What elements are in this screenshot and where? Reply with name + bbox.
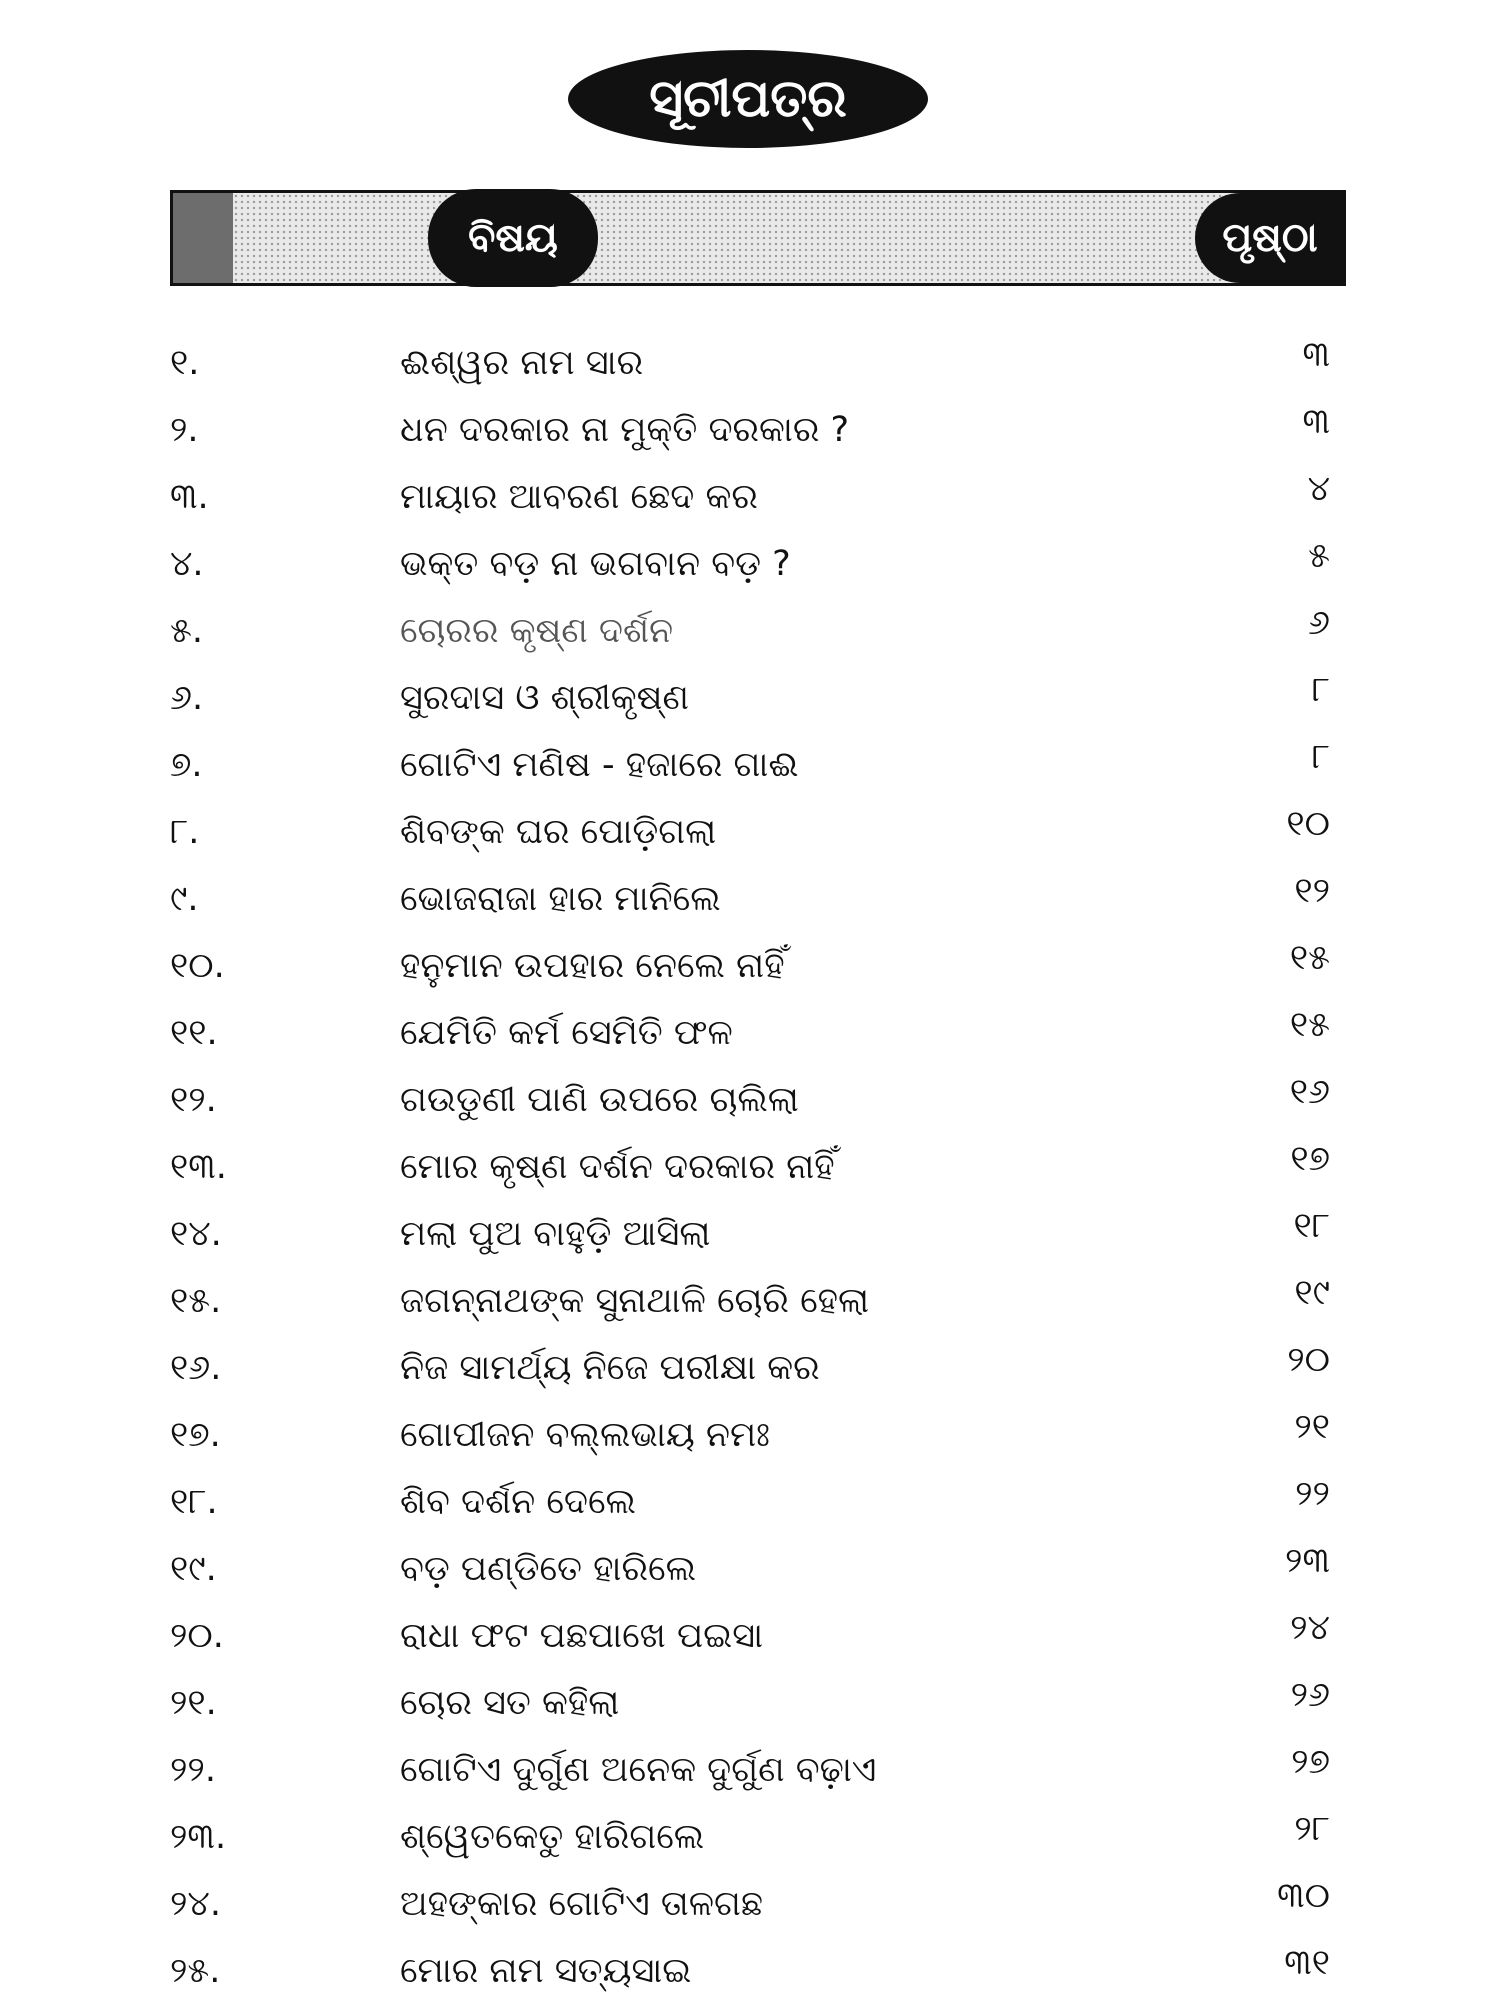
toc-entry-title: ମୋର କୃଷ୍ଣ ଦର୍ଶନ ଦରକାର ନାହିଁ — [400, 1147, 835, 1187]
toc-entry-page: ୨୨ — [1295, 1474, 1330, 1514]
toc-entry-title: ମୋର ନାମ ସତ୍ୟସାଇ — [400, 1951, 692, 1991]
toc-entry-title: ବଡ଼ ପଣ୍ଡିତେ ହାରିଲେ — [400, 1549, 697, 1589]
toc-entry — [170, 1737, 1350, 1804]
toc-entry-page: ୧୫ — [1289, 1005, 1330, 1045]
toc-entry-title: ସୁରଦାସ ଓ ଶ୍ରୀକୃଷ୍ଣ — [400, 678, 689, 718]
toc-entry-title: ଧନ ଦରକାର ନା ମୁକ୍ତି ଦରକାର ? — [400, 410, 850, 450]
table-of-contents — [170, 330, 1350, 2005]
toc-entry-title: ଗଉଡୁଣୀ ପାଣି ଉପରେ ଚାଲିଲା — [400, 1080, 799, 1120]
toc-entry-number: ୨୩. — [170, 1817, 227, 1857]
toc-entry-number: ୧୯. — [170, 1549, 217, 1589]
toc-entry — [170, 1603, 1350, 1670]
toc-entry — [170, 1201, 1350, 1268]
toc-entry-page: ୨୪ — [1290, 1608, 1330, 1648]
toc-entry-title: ଜଗନ୍ନାଥଙ୍କ ସୁନାଥାଳି ଚୋରି ହେଲା — [400, 1281, 870, 1321]
toc-entry — [170, 1536, 1350, 1603]
column-header-bar — [170, 190, 1346, 286]
page-title: ସୂଚୀପତ୍ର — [568, 50, 928, 148]
toc-entry-title: ଗୋପୀଜନ ବଲ୍ଲଭାୟ ନମଃ — [400, 1415, 770, 1455]
toc-entry — [170, 330, 1350, 397]
toc-entry-page: ୨୭ — [1291, 1742, 1330, 1782]
toc-entry-number: ୨୪. — [170, 1884, 221, 1924]
toc-entry-number: ୩. — [170, 477, 209, 517]
toc-entry — [170, 464, 1350, 531]
toc-entry-number: ୫. — [170, 611, 203, 651]
toc-entry-title: ଭୋଜରାଜା ହାର ମାନିଲେ — [400, 879, 721, 919]
toc-entry-page: ୩ — [1302, 335, 1330, 375]
toc-entry-title: ଶିବଙ୍କ ଘର ପୋଡ଼ିଗଲା — [400, 812, 717, 852]
toc-entry-title: ଶିବ ଦର୍ଶନ ଦେଲେ — [400, 1482, 636, 1522]
toc-entry-number: ୧୨. — [170, 1080, 217, 1120]
toc-entry-title: ଅହଙ୍କାର ଗୋଟିଏ ତାଳଗଛ — [400, 1884, 764, 1924]
toc-entry — [170, 1938, 1350, 2005]
toc-entry — [170, 665, 1350, 732]
toc-entry-title: ଯେମିତି କର୍ମ ସେମିତି ଫଳ — [400, 1013, 733, 1053]
toc-entry-number: ୨୫. — [170, 1951, 221, 1991]
toc-entry-page: ୨୧ — [1294, 1407, 1330, 1447]
toc-entry-page: ୩୧ — [1284, 1943, 1330, 1983]
toc-entry-title: ଗୋଟିଏ ମଣିଷ - ହଜାରେ ଗାଈ — [400, 745, 799, 785]
toc-entry-page: ୧୨ — [1294, 871, 1330, 911]
toc-entry — [170, 799, 1350, 866]
toc-entry — [170, 1670, 1350, 1737]
toc-entry — [170, 933, 1350, 1000]
toc-entry — [170, 598, 1350, 665]
toc-entry-page: ୮ — [1311, 737, 1330, 777]
toc-entry — [170, 1871, 1350, 1938]
toc-entry-number: ୨. — [170, 410, 199, 450]
toc-entry-number: ୪. — [170, 544, 204, 584]
toc-entry-page: ୧୭ — [1290, 1139, 1330, 1179]
toc-entry-number: ୧୮. — [170, 1482, 218, 1522]
toc-entry-number: ୧୭. — [170, 1415, 221, 1455]
toc-entry-page: ୮ — [1311, 670, 1330, 710]
toc-entry — [170, 1000, 1350, 1067]
toc-entry — [170, 397, 1350, 464]
toc-entry-title: ହନୁମାନ ଉପହାର ନେଲେ ନାହିଁ — [400, 946, 785, 986]
toc-entry-page: ୨୩ — [1285, 1541, 1330, 1581]
toc-entry — [170, 1335, 1350, 1402]
toc-entry-number: ୧୫. — [170, 1281, 222, 1321]
toc-entry-page: ୧୮ — [1293, 1206, 1330, 1246]
subject-column-label: ବିଷୟ — [428, 189, 598, 287]
toc-entry-title: ଭକ୍ତ ବଡ଼ ନା ଭଗବାନ ବଡ଼ ? — [400, 544, 791, 584]
toc-entry-number: ୨୨. — [170, 1750, 216, 1790]
toc-entry-number: ୧୬. — [170, 1348, 222, 1388]
toc-entry-number: ୬. — [170, 678, 204, 718]
toc-entry — [170, 732, 1350, 799]
toc-entry-number: ୨୧. — [170, 1683, 217, 1723]
toc-entry-number: ୮. — [170, 812, 200, 852]
toc-entry-title: ମଲା ପୁଅ ବାହୁଡ଼ି ଆସିଲା — [400, 1214, 711, 1254]
toc-entry-number: ୧୦. — [170, 946, 225, 986]
toc-entry — [170, 1804, 1350, 1871]
toc-entry-number: ୧୧. — [170, 1013, 218, 1053]
toc-entry-title: ଚୋର ସତ କହିଲା — [400, 1683, 620, 1723]
toc-entry-page: ୧୬ — [1289, 1072, 1330, 1112]
toc-entry-title: ମାୟାର ଆବରଣ ଛେଦ କର — [400, 477, 758, 517]
toc-entry-number: ୨୦. — [170, 1616, 224, 1656]
toc-entry-page: ୨୮ — [1294, 1809, 1330, 1849]
toc-entry-title: ଚୋରର କୃଷ୍ଣ ଦର୍ଶନ — [400, 611, 674, 651]
header-shade — [173, 193, 233, 283]
toc-entry-number: ୧୪. — [170, 1214, 222, 1254]
toc-entry-title: ରାଧା ଫଟ ପଛପାଖେ ପଇସା — [400, 1616, 764, 1656]
toc-entry — [170, 1268, 1350, 1335]
page-column-label: ପୃଷ୍ଠା — [1195, 193, 1345, 283]
toc-entry-page: ୨୦ — [1287, 1340, 1330, 1380]
toc-entry — [170, 866, 1350, 933]
toc-entry-title: ଈଶ୍ୱର ନାମ ସାର — [400, 343, 644, 383]
toc-entry-page: ୩ — [1302, 402, 1330, 442]
toc-entry-page: ୧୦ — [1286, 804, 1330, 844]
toc-entry — [170, 1469, 1350, 1536]
toc-entry — [170, 1134, 1350, 1201]
toc-entry — [170, 1067, 1350, 1134]
toc-entry — [170, 1402, 1350, 1469]
toc-entry-page: ୧୫ — [1289, 938, 1330, 978]
toc-entry-title: ଶ୍ୱେତକେତୁ ହାରିଗଲେ — [400, 1817, 705, 1857]
toc-entry-number: ୧. — [170, 343, 200, 383]
toc-entry-page: ୫ — [1308, 536, 1330, 576]
toc-entry-page: ୬ — [1308, 603, 1330, 643]
toc-entry — [170, 531, 1350, 598]
toc-entry-number: ୧୩. — [170, 1147, 227, 1187]
toc-entry-page: ୩୦ — [1277, 1876, 1330, 1916]
toc-entry-page: ୪ — [1307, 469, 1330, 509]
toc-entry-page: ୨୬ — [1290, 1675, 1330, 1715]
toc-entry-number: ୭. — [170, 745, 203, 785]
toc-entry-title: ଗୋଟିଏ ଦୁର୍ଗୁଣ ଅନେକ ଦୁର୍ଗୁଣ ବଢ଼ାଏ — [400, 1750, 877, 1790]
toc-entry-number: ୯. — [170, 879, 199, 919]
toc-entry-title: ନିଜ ସାମର୍ଥ୍ୟ ନିଜେ ପରୀକ୍ଷା କର — [400, 1348, 820, 1388]
toc-entry-page: ୧୯ — [1294, 1273, 1330, 1313]
